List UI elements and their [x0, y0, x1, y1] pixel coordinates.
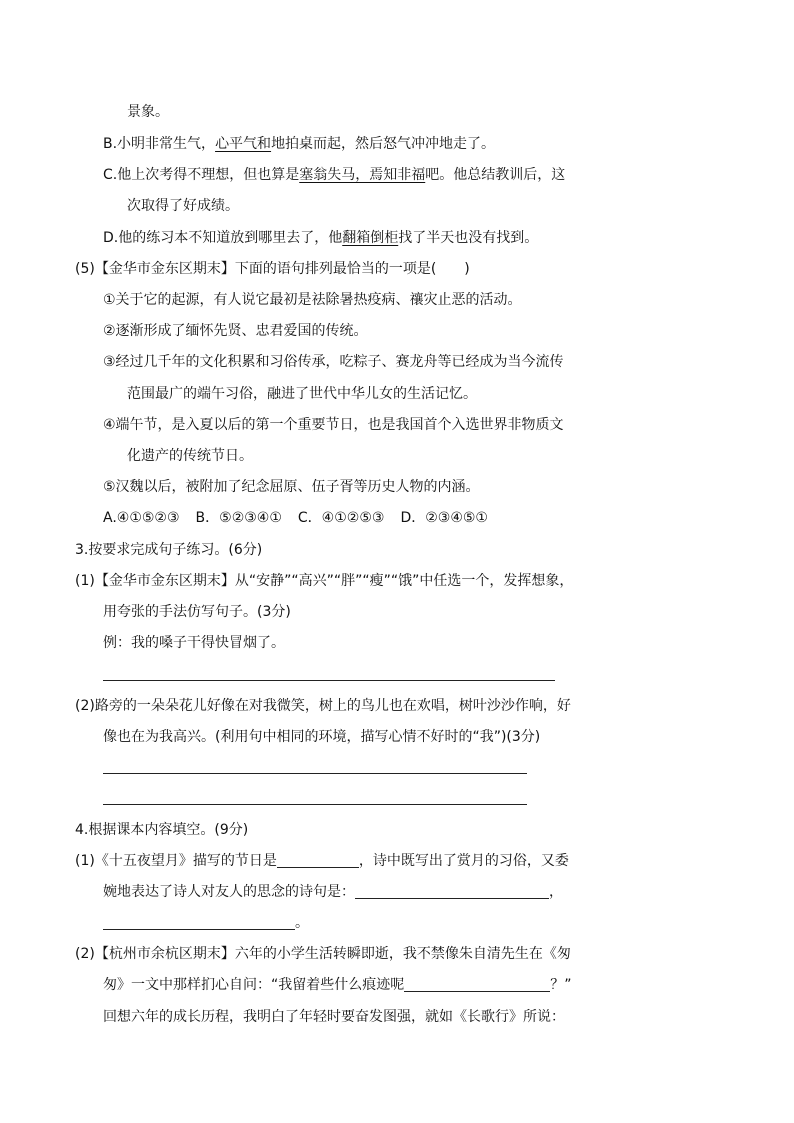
question-4-2-text-b: 匆》一文中那样扪心自问：“我留着些什么痕迹呢 — [103, 977, 405, 993]
option-b-text-after: 地拍桌而起，然后怒气冲冲地走了。 — [271, 136, 496, 152]
option-c-text-before: C.他上次考得不理想，但也算是 — [103, 167, 300, 183]
question-3-title: 3.按要求完成句子练习。(6分) — [75, 542, 263, 558]
option-d-text-before: D.他的练习本不知道放到哪里去了，他 — [103, 230, 343, 246]
answer-option-a: A.④①⑤②③ — [103, 510, 180, 526]
sentence-1: ①关于它的起源，有人说它最初是祛除暑热疫病、禳灾止恶的活动。 — [103, 292, 522, 308]
option-b — [103, 134, 495, 154]
question-4-1-text-b: ，诗中既写出了赏月的习俗，又委 — [358, 853, 569, 869]
fill-blank[interactable] — [277, 851, 359, 868]
answer-option-c: C．④①②⑤③ — [297, 510, 385, 526]
question-4-title: 4.根据课本内容填空。(9分) — [75, 822, 249, 838]
fill-blank[interactable] — [355, 882, 549, 899]
option-b-text-before: B.小明非常生气， — [103, 136, 216, 152]
question-3-2-line1: (2)路旁的一朵朵花儿好像在对我微笑，树上的鸟儿也在欢唱，树叶沙沙作响，好 — [75, 698, 571, 714]
answer-line[interactable] — [103, 773, 527, 774]
answer-option-b: B．⑤②③④① — [195, 510, 282, 526]
sentence-4-line2: 化遗产的传统节日。 — [127, 448, 253, 464]
answer-option-d: D．②③④⑤① — [400, 510, 488, 526]
question-4-1-text-e: 。 — [295, 915, 309, 931]
sentence-4-line1: ④端午节，是入夏以后的第一个重要节日，也是我国首个入选世界非物质文 — [103, 417, 564, 433]
option-d — [103, 228, 538, 248]
sentence-2: ②逐渐形成了缅怀先贤、忠君爱国的传统。 — [103, 323, 368, 339]
answer-options — [103, 508, 504, 528]
question-4-1-line1 — [75, 851, 569, 871]
sentence-3-line2: 范围最广的端午习俗，融进了世代中华儿女的生活记忆。 — [127, 386, 477, 402]
answer-line[interactable] — [103, 680, 555, 681]
fill-blank[interactable] — [404, 975, 550, 992]
option-a-continuation: 景象。 — [127, 104, 169, 120]
question-3-2-line2: 像也在为我高兴。(利用句中相同的环境，描写心情不好时的“我”)(3分) — [103, 729, 541, 745]
option-c-line2: 次取得了好成绩。 — [127, 198, 239, 214]
option-d-text-after: 找了半天也没有找到。 — [398, 230, 539, 246]
sentence-3-line1: ③经过几千年的文化积累和习俗传承，吃粽子、赛龙舟等已经成为当今流传 — [103, 354, 564, 370]
question-3-1-line2: 用夸张的手法仿写句子。(3分) — [103, 604, 291, 620]
question-3-1-line1: (1)【金华市金东区期末】从“安静”“高兴”“胖”“瘦”“饿”中任选一个，发挥想象， — [75, 573, 574, 589]
question-4-1-line2 — [103, 882, 563, 902]
question-4-1-text-a: (1)《十五夜望月》描写的节日是 — [75, 853, 277, 869]
fill-blank[interactable] — [103, 913, 295, 930]
question-2-5-stem: (5)【金华市金东区期末】下面的语句排列最恰当的一项是( ) — [75, 261, 470, 277]
question-4-1-line3 — [103, 913, 309, 933]
option-c-text-after: 吧。他总结教训后，这 — [425, 167, 566, 183]
sentence-5: ⑤汉魏以后，被附加了纪念屈原、伍子胥等历史人物的内涵。 — [103, 479, 480, 495]
question-4-2-line2 — [103, 975, 572, 995]
question-4-2-line3: 回想六年的成长历程，我明白了年轻时要奋发图强，就如《长歌行》所说： — [103, 1009, 565, 1025]
option-c-underlined: 塞翁失马，焉知非福 — [299, 167, 426, 183]
question-4-2-text-c: ？” — [550, 977, 572, 993]
question-4-1-text-d: ， — [549, 884, 563, 900]
question-3-1-example: 例：我的嗓子干得快冒烟了。 — [103, 635, 285, 651]
question-4-1-text-c: 婉地表达了诗人对友人的思念的诗句是： — [103, 884, 355, 900]
option-c — [103, 165, 565, 185]
option-d-underlined: 翻箱倒柜 — [342, 230, 399, 246]
answer-line[interactable] — [103, 804, 527, 805]
option-b-underlined: 心平气和 — [215, 136, 272, 152]
question-4-2-line1: (2)【杭州市余杭区期末】六年的小学生活转瞬即逝，我不禁像朱自清先生在《匆 — [75, 946, 571, 962]
